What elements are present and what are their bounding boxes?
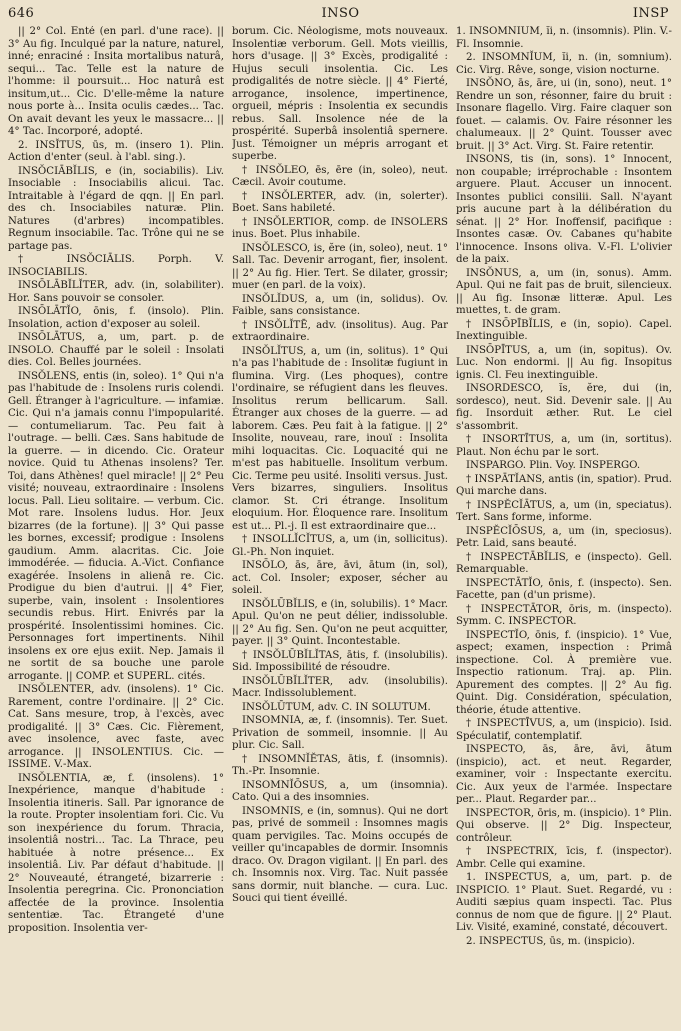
dictionary-entry: INSOMNĬŌSUS, a, um (insomnia). Cato. Qui a des insomnies.: [232, 779, 448, 803]
dictionary-entry: INSPECTĬO, ōnis, f. (inspicio). 1° Vue, aspect; examen, inspection : Primâ inspectione. Col. À première vue. Inspectio rationum. Traj. ap. Plin. Apurement des comptes. || 2° Au fig. Quint. Dig. Considération, spéculation, théorie, étude attentive.: [456, 629, 672, 716]
dictionary-entry: † INSŎCIĀLIS. Porph. V. INSOCIABILIS.: [8, 254, 224, 278]
dictionary-entry: INSŎLĬTUS, a, um (in, solitus). 1° Qui n'a pas l'habitude de : Insolitæ fugiunt in flumina. Virg. (Les phoques), contre l'ordinaire, se réfugient dans les fleuves. Insolitus rerum bellicarum. Sall. Étranger aux choses de la guerre. — ad laborem. Cæs. Peu fait à la fatigue. || 2° Insolite, nouveau, rare, inouï : Insolita mihi loquacitas. Cic. Loquacité qui ne m'est pas habituelle. Insolitum verbum. Cic. Terme peu usité. Insoliti versus. Just. Vers bizarres, singuliers. Insolitus clamor. St. Cri étrange. Insolitum eloquium. Hor. Éloquence rare. Insolitum est ut... Pl.-j. Il est extraordinaire que...: [232, 345, 448, 532]
dictionary-entry: INSPECTĀTĬO, ōnis, f. (inspecto). Sen. Facette, pan (d'un prisme).: [456, 577, 672, 601]
dictionary-entry: INSPĔCĬŌSUS, a, um (in, speciosus). Petr. Laid, sans beauté.: [456, 525, 672, 549]
dictionary-entry: INSPECTO, ās, āre, āvi, ātum (inspicio), act. et neut. Regarder, examiner, voir : Inspectante exercitu. Cic. Aux yeux de l'armée. Inspectare per... Plaut. Regarder par...: [456, 744, 672, 805]
dictionary-entry: † INSŌPĪBĬLIS, e (in, sopio). Capel. Inextinguible.: [456, 318, 672, 342]
running-head-left: INSO: [321, 6, 360, 21]
dictionary-entry: † INSŎLERTER, adv. (in, solerter). Boet. Sans habileté.: [232, 190, 448, 214]
dictionary-entry: 2. INSOMNĬUM, ĭi, n. (in, somnium). Cic. Virg. Rêve, songe, vision nocturne.: [456, 52, 672, 76]
page-number: 646: [8, 6, 35, 21]
dictionary-entry: INSŎLENS, entis (in, soleo). 1° Qui n'a pas l'habitude de : Insolens ruris colendi. Gell. Étranger à l'agriculture. — infamiæ. Cic. Qui n'a jamais connu l'impopularité. — contumeliarum. Tac. Peu fait à l'outrage. — belli. Cæs. Sans habitude de la guerre. — in dicendo. Cic. Orateur novice. Quid tu Athenas insolens? Ter. Toi, dans Athènes! quel miracle! || 2° Peu visité; nouveau, extraordinaire : Insolens locus. Pall. Lieu solitaire. — verbum. Cic. Mot rare. Insolens ludus. Hor. Jeux bizarres (de la fortune). || 3° Qui passe les bornes, excessif; prodigue : Insolens gaudium. Amm. alacritas. Cic. Joie immodérée. — fiducia. A.-Vict. Confiance exagérée. Insolens in alienâ re. Cic. Prodigue du bien d'autrui. || 4° Fier, superbe, vain, insolent : Insolentiores secundis rebus. Hirt. Enivrés par la prospérité. Insolentissimi homines. Cic. Personnages fort impertinents. Nihil insolens ex ore ejus exiit. Nep. Jamais il ne sortit de sa bouche une parole arrogante. || COMP. et SUPERL. cités.: [8, 370, 224, 682]
dictionary-entry: INSŎLŪTUM, adv. C. IN SOLUTUM.: [242, 701, 431, 713]
dictionary-entry: † INSPĔCĬĀTUS, a, um (in, speciatus). Tert. Sans forme, informe.: [456, 499, 672, 523]
running-head-right: INSP: [632, 6, 669, 21]
dictionary-entry: † INSŎLERTIOR, comp. de INSOLERS inus. Boet. Plus inhabile.: [232, 216, 448, 240]
dictionary-entry: INSŎLŪBĬLIS, e (in, solubilis). 1° Macr. Apul. Qu'on ne peut délier, indissoluble. || 2° Au fig. Sen. Qu'on ne peut acquitter, payer. || 3° Quint. Incontestable.: [232, 598, 448, 647]
column-left: [8, 26, 224, 1027]
dictionary-entry: INSŎLESCO, is, ĕre (in, soleo), neut. 1° Sall. Tac. Devenir arrogant, fier, insolent. || 2° Au fig. Hier. Tert. Se dilater, grossir; muer (en parl. de la voix).: [232, 242, 448, 291]
dictionary-entry: INSPARGO. Plin. Voy. INSPERGO.: [466, 460, 641, 471]
column-right: [456, 26, 672, 1027]
page-header: [8, 6, 673, 22]
dictionary-entry: INSŌPĪTUS, a, um (in, sopitus). Ov. Luc. Non endormi. || Au fig. Insopitus ignis. Cl. Feu inextinguible.: [456, 344, 672, 381]
dictionary-entry: INSORDESCO, ĭs, ĕre, dui (in, sordesco), neut. Sid. Devenir sale. || Au fig. Insorduit æther. Rut. Le ciel s'assombrit.: [456, 383, 672, 432]
dictionary-columns: [8, 26, 673, 1027]
dictionary-entry: INSŌLO, ās, āre, āvi, ātum (in, sol), act. Col. Insoler; exposer, sécher au soleil.: [232, 560, 448, 596]
dictionary-entry: † INSŎLĬTĒ, adv. (insolitus). Aug. Par extraordinaire.: [232, 319, 448, 343]
dictionary-entry: INSŎLENTIA, æ, f. (insolens). 1° Inexpérience, manque d'habitude : Insolentia itineris. Sall. Par ignorance de la route. Propter insolentiam fori. Cic. Vu son inexpérience du forum. Thracia, insolentiâ nostri... Tac. La Thrace, peu habituée à notre présence... Ex insolentiâ. Liv. Par défaut d'habitude. || 2° Nouveauté, étrangeté, bizarrerie : Insolentia peregrina. Cic. Prononciation affectée de la province. Insolentia sententiæ. Tac. Étrangeté d'une proposition. Insolentia ver-: [8, 772, 224, 934]
dictionary-entry: 2. INSPECTUS, ūs, m. (inspicio).: [466, 935, 635, 947]
dictionary-entry: INSŎNO, ās, āre, ui (in, sono), neut. 1° Rendre un son, résonner, faire du bruit : Insonare flagello. Virg. Faire claquer son fouet. — calamis. Ov. Faire résonner les chalumeaux. || 2° Quint. Tousser avec bruit. || 3° Act. Virg. St. Faire retentir.: [456, 78, 672, 152]
dictionary-entry: INSOMNIA, æ, f. (insomnis). Ter. Suet. Privation de sommeil, insomnie. || Au plur. Cic. Sall.: [232, 715, 448, 751]
dictionary-entry: † INSORTĪTUS, a, um (in, sortitus). Plaut. Non échu par le sort.: [456, 434, 672, 458]
dictionary-entry: INSŌLĀTUS, a, um, part. p. de INSOLO. Chauffé par le soleil : Insolati dies. Col. Belles journées.: [8, 332, 224, 368]
dictionary-entry: † INSŎLŪBĬLĬTAS, ātis, f. (insolubilis). Sid. Impossibilité de résoudre.: [232, 649, 448, 673]
dictionary-entry: INSŌLĀBĬLĬTER, adv. (in, solabiliter). Hor. Sans pouvoir se consoler.: [8, 280, 224, 304]
dictionary-entry: INSPECTOR, ōris, m. (inspicio). 1° Plin. Qui observe. || 2° Dig. Inspecteur, contrôleur.: [456, 807, 672, 844]
dictionary-entry: INSŎNUS, a, um (in, sonus). Amm. Apul. Qui ne fait pas de bruit, silencieux. || Au fig. Insonæ litteræ. Apul. Les muettes, t. de gram.: [456, 267, 672, 316]
dictionary-entry: 1. INSPECTUS, a, um, part. p. de INSPICIO. 1° Plaut. Suet. Regardé, vu : Auditi sæpius quam inspecti. Tac. Plus connus de nom que de figure. || 2° Plaut. Liv. Visité, examiné, constaté, découvert.: [456, 872, 672, 933]
dictionary-entry: † INSŎLEO, ēs, ēre (in, soleo), neut. Cæcil. Avoir coutume.: [232, 164, 448, 188]
dictionary-entry: † INSOLLĬCĬTUS, a, um (in, sollicitus). Gl.-Ph. Non inquiet.: [232, 534, 448, 558]
dictionary-entry: † INSPECTĪVUS, a, um (inspicio). Isid. Spéculatif, contemplatif.: [456, 718, 672, 742]
dictionary-entry: || 2° Col. Enté (en parl. d'une race). || 3° Au fig. Inculqué par la nature, naturel, inné; enraciné : Insita mortalibus naturâ, sequi... Tac. Telle est la nature de l'homme: il poursuit... Hoc naturâ est insitum,ut... Cic. D'elle-même la nature nous porte à... Insita oculis cædes... Tac. On avait devant les yeux le massacre... || 4° Tac. Incorporé, adopté.: [8, 26, 224, 137]
dictionary-entry: † INSPECTĀBĬLIS, e (inspecto). Gell. Remarquable.: [456, 551, 672, 575]
dictionary-entry: INSOMNIS, e (in, somnus). Qui ne dort pas, privé de sommeil : Insomnes magis quam pervigiles. Tac. Moins occupés de veiller qu'incapables de dormir. Insomnis draco. Ov. Dragon vigilant. || En parl. des ch. Insomnis nox. Virg. Tac. Nuit passée sans dormir, nuit blanche. — cura. Luc. Souci qui tient éveillé.: [232, 805, 448, 904]
dictionary-entry: INSŎLĬDUS, a, um (in, solidus). Ov. Faible, sans consistance.: [232, 293, 448, 317]
column-middle: [232, 26, 448, 1027]
dictionary-entry: † INSPĀTĬANS, antis (in, spatior). Prud. Qui marche dans.: [456, 473, 672, 497]
dictionary-entry: † INSPECTRIX, īcis, f. (inspector). Ambr. Celle qui examine.: [456, 846, 672, 870]
dictionary-entry: 1. INSOMNĬUM, ĭi, n. (insomnis). Plin. V.-Fl. Insomnie.: [456, 26, 672, 50]
dictionary-entry: INSONS, tis (in, sons). 1° Innocent, non coupable; irréprochable : Insontem arguere. Plaut. Accuser un innocent. Insontes publici consilii. Sall. N'ayant pris aucune part à la délibération du sénat. || 2° Hor. Inoffensif, pacifique : Insontes casæ. Ov. Cabanes qu'habite l'innocence. Insons oliva. V.-Fl. L'olivier de la paix.: [456, 154, 672, 265]
dictionary-entry: † INSOMNĬĔTAS, ātis, f. (insomnis). Th.-Pr. Insomnie.: [232, 753, 448, 777]
dictionary-entry: INSŌLĀTĬO, ōnis, f. (insolo). Plin. Insolation, action d'exposer au soleil.: [8, 306, 224, 330]
dictionary-entry: 2. INSĬTUS, ūs, m. (insero 1). Plin. Action d'enter (seul. à l'abl. sing.).: [8, 139, 224, 163]
dictionary-entry: INSŎLENTER, adv. (insolens). 1° Cic. Rarement, contre l'ordinaire. || 2° Cic. Cat. Sans mesure, trop, à l'excès, avec prodigalité. || 3° Cæs. Cic. Fièrement, avec insolence, avec faste, avec arrogance. || INSOLENTIUS. Cic. — ISSIME. V.-Max.: [8, 684, 224, 770]
dictionary-entry: borum. Cic. Néologisme, mots nouveaux. Insolentiæ verborum. Gell. Mots vieillis, hors d'usage. || 3° Excès, prodigalité : Hujus seculi insolentia. Cic. Les prodigalités de notre siècle. || 4° Fierté, arrogance, insolence, impertinence, orgueil, mépris : Insolentia ex secundis rebus. Sall. Insolence née de la prospérité. Superbâ insolentiâ spernere. Just. Témoigner un mépris arrogant et superbe.: [232, 26, 448, 162]
dictionary-entry: INSŎCIĀBĬLIS, e (in, sociabilis). Liv. Insociable : Insociabilis alicui. Tac. Intraitable à l'égard de qqn. || En parl. des ch. Insociabiles naturæ. Plin. Natures (d'arbres) incompatibles. Regnum insociabile. Tac. Trône qui ne se partage pas.: [8, 165, 224, 252]
dictionary-entry: † INSPECTĀTOR, ōris, m. (inspecto). Symm. C. INSPECTOR.: [456, 603, 672, 627]
dictionary-entry: INSŎLŪBĬLĬTER, adv. (insolubilis). Macr. Indissolublement.: [232, 675, 448, 699]
